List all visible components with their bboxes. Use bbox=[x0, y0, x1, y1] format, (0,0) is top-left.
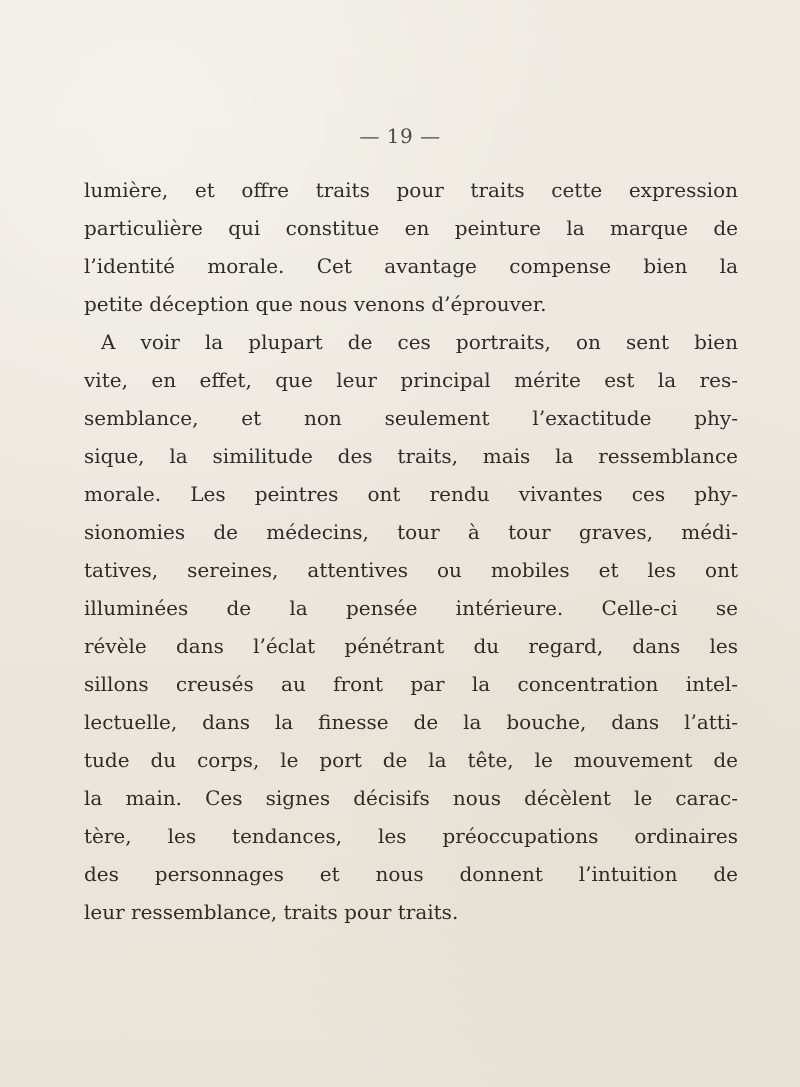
text-line: leur ressemblance, traits pour traits. bbox=[84, 900, 459, 924]
text-line: des personnages et nous donnent l’intuition de bbox=[84, 862, 738, 886]
text-line: lectuelle, dans la finesse de la bouche, dans l’atti- bbox=[84, 710, 738, 734]
text-line: particulière qui constitue en peinture la marque de bbox=[84, 216, 738, 240]
text-line: tère, les tendances, les préoccupations ordinaires bbox=[84, 824, 738, 848]
page-text bbox=[84, 171, 738, 931]
text-line: lumière, et offre traits pour traits cette expression bbox=[84, 178, 738, 202]
text-line: sionomies de médecins, tour à tour graves, médi- bbox=[84, 520, 738, 544]
text-line: illuminées de la pensée intérieure. Celle-ci se bbox=[84, 596, 738, 620]
page-number: — 19 — bbox=[359, 124, 441, 148]
text-line: petite déception que nous venons d’éprouver. bbox=[84, 292, 547, 316]
text-line: révèle dans l’éclat pénétrant du regard, dans les bbox=[84, 634, 738, 658]
text-line: A voir la plupart de ces portraits, on sent bien bbox=[101, 330, 738, 354]
text-line: morale. Les peintres ont rendu vivantes ces phy- bbox=[84, 482, 738, 506]
text-line: sillons creusés au front par la concentration intel- bbox=[84, 672, 738, 696]
text-line: tude du corps, le port de la tête, le mouvement de bbox=[84, 748, 738, 772]
text-line: la main. Ces signes décisifs nous décèlent le carac- bbox=[84, 786, 738, 810]
text-line: vite, en effet, que leur principal mérite est la res- bbox=[84, 368, 738, 392]
text-line: l’identité morale. Cet avantage compense bien la bbox=[84, 254, 738, 278]
text-line: sique, la similitude des traits, mais la ressemblance bbox=[84, 444, 738, 468]
text-line: tatives, sereines, attentives ou mobiles et les ont bbox=[84, 558, 738, 582]
text-line: semblance, et non seulement l’exactitude phy- bbox=[84, 406, 738, 430]
